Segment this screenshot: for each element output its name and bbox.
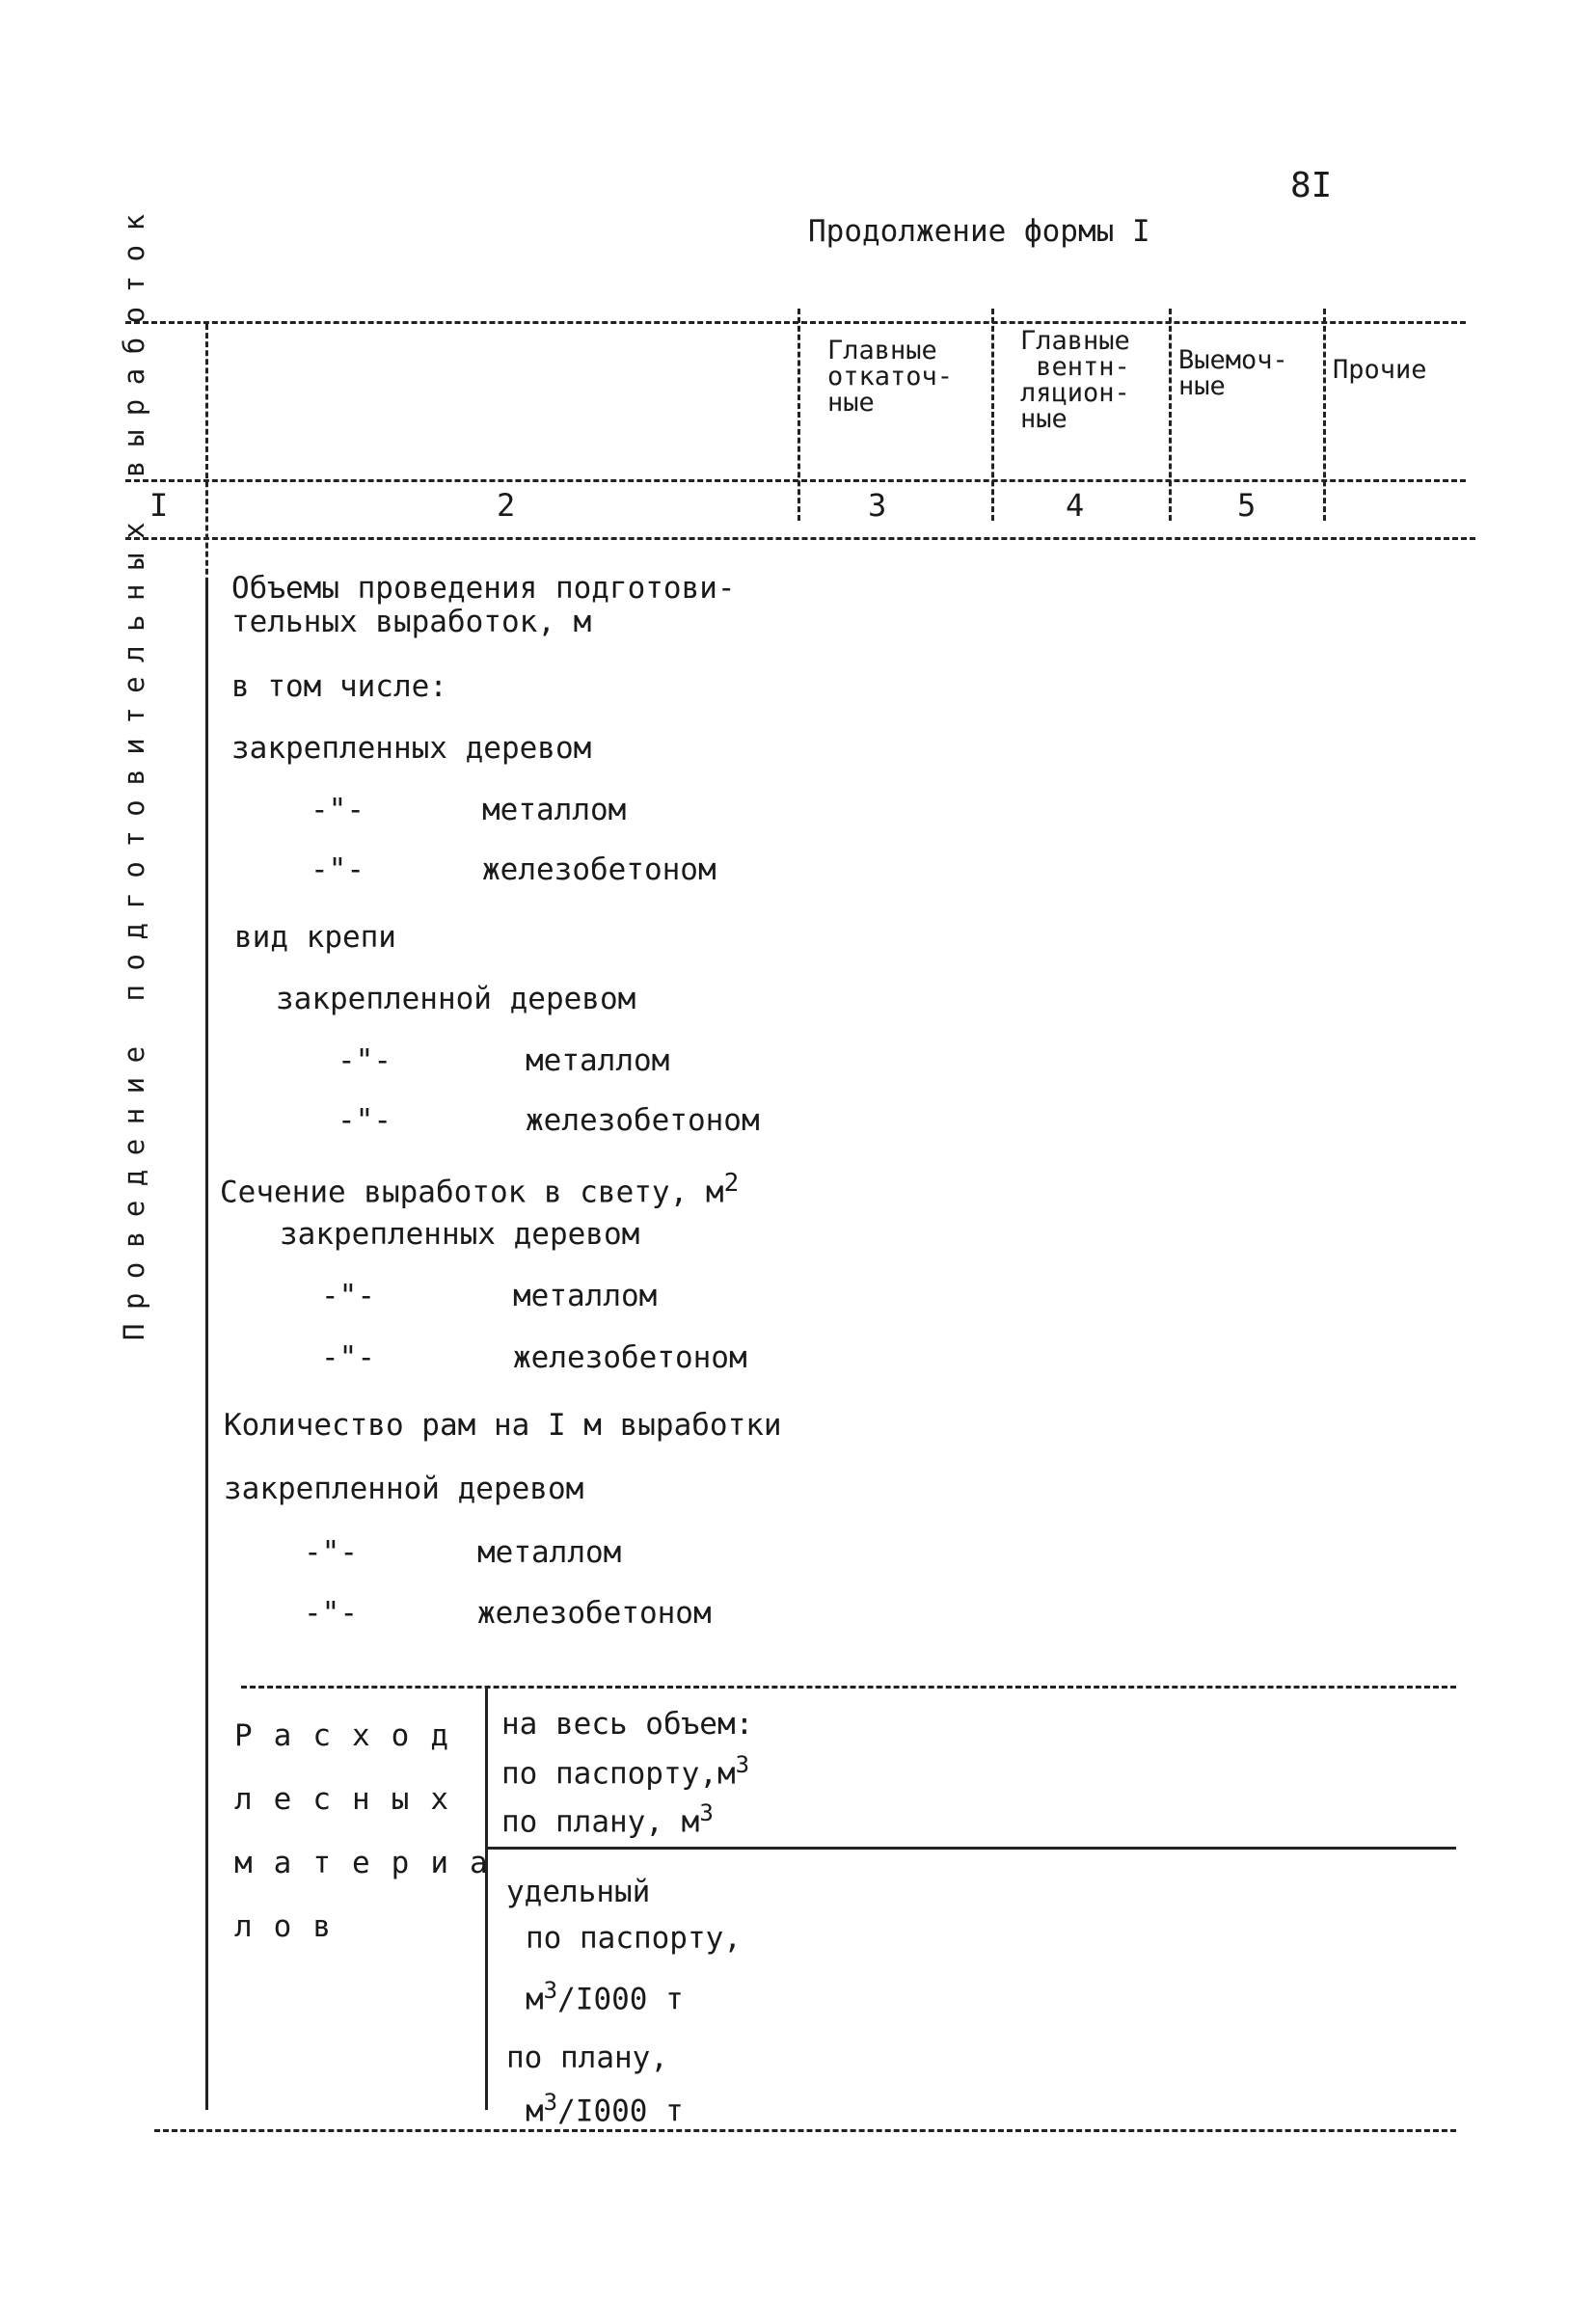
superscript: 3 bbox=[543, 1977, 558, 2004]
row-passport-total bbox=[501, 1751, 749, 1791]
row-plan-specific: по плану, bbox=[506, 2040, 668, 2075]
col-number-2: 2 bbox=[497, 487, 516, 524]
ditto-mark: -"- bbox=[311, 852, 365, 887]
row-metal-support: металлом bbox=[482, 793, 627, 827]
consumption-divider bbox=[485, 1688, 488, 2110]
col-number-3: 3 bbox=[868, 487, 887, 524]
row-total-volume: на весь объем: bbox=[501, 1707, 754, 1742]
col-number-1: I bbox=[149, 487, 169, 524]
row-frames-wood: закрепленной деревом bbox=[224, 1472, 584, 1506]
header-main-ventilation: Главные вентн- ляцион- ные bbox=[1020, 326, 1130, 434]
row-passport-unit bbox=[526, 1977, 684, 2016]
header-extraction: Выемоч- ные bbox=[1178, 345, 1288, 401]
row-section-concrete: железобетоном bbox=[513, 1340, 747, 1375]
ditto-mark: -"- bbox=[321, 1340, 375, 1375]
row-volume-line2: тельных выработок, м bbox=[231, 605, 592, 639]
ditto-mark: -"- bbox=[311, 793, 365, 827]
row-volume-line1: Объемы проведения подготови- bbox=[231, 571, 736, 606]
row-frames-count: Количество рам на I м выработки bbox=[224, 1408, 782, 1443]
row-frames-concrete: железобетоном bbox=[477, 1596, 712, 1631]
consumption-mid-rule bbox=[487, 1847, 1456, 1850]
row-cross-section bbox=[220, 1169, 739, 1209]
body-left-border bbox=[205, 579, 208, 2110]
col3-left-border bbox=[798, 309, 800, 521]
superscript: 3 bbox=[735, 1751, 750, 1778]
row-specific: удельный bbox=[506, 1875, 651, 1909]
row-wood-support: закрепленных деревом bbox=[231, 731, 592, 766]
row-section-wood: закрепленных деревом bbox=[280, 1217, 640, 1252]
row-plan-total-text: по плану, м bbox=[501, 1804, 700, 1840]
row-plan-unit bbox=[526, 2089, 684, 2128]
ditto-mark: -"- bbox=[338, 1043, 392, 1078]
superscript: 2 bbox=[723, 1169, 740, 1198]
row-plan-total bbox=[501, 1799, 714, 1839]
row-concrete-support: железобетоном bbox=[482, 852, 716, 887]
row-passport-specific: по паспорту, bbox=[526, 1921, 742, 1956]
row-frames-metal: металлом bbox=[477, 1535, 622, 1570]
col6-left-border bbox=[1323, 309, 1326, 521]
unit-m: м bbox=[526, 2094, 544, 2129]
col4-left-border bbox=[991, 309, 994, 521]
header-bottom-rule bbox=[125, 537, 1475, 540]
ditto-mark: -"- bbox=[321, 1279, 375, 1313]
header-main-haulage: Главные откаточ- ные bbox=[827, 336, 954, 418]
consumption-label-1: Расход bbox=[234, 1718, 470, 1753]
consumption-label-3: материа bbox=[234, 1846, 509, 1880]
col2-left-border bbox=[205, 324, 208, 609]
col-number-4: 4 bbox=[1066, 487, 1085, 524]
row-concrete-support-type: железобетоном bbox=[526, 1103, 760, 1138]
row-metal-support-type: металлом bbox=[526, 1043, 670, 1078]
row-wood-support-type: закрепленной деревом bbox=[276, 982, 636, 1016]
ditto-mark: -"- bbox=[304, 1596, 358, 1631]
header-other: Прочие bbox=[1333, 355, 1427, 385]
unit-per-1000t: /I000 т bbox=[557, 1982, 684, 2017]
header-mid-rule bbox=[125, 479, 1466, 482]
row-support-type: вид крепи bbox=[234, 920, 396, 955]
table-bottom-rule bbox=[154, 2129, 1456, 2132]
row-passport-total-text: по паспорту,м bbox=[501, 1756, 736, 1792]
superscript: 3 bbox=[543, 2089, 558, 2116]
consumption-label-4: лов bbox=[234, 1909, 352, 1944]
side-label-text: Проведение подготовительных выработок bbox=[118, 200, 150, 1340]
unit-per-1000t: /I000 т bbox=[557, 2094, 684, 2129]
row-section-metal: металлом bbox=[513, 1279, 658, 1313]
consumption-label-2: лесных bbox=[234, 1782, 470, 1817]
col5-left-border bbox=[1169, 309, 1172, 521]
row-cross-section-text: Сечение выработок в свету, м bbox=[220, 1175, 724, 1210]
continuation-title: Продолжение формы I bbox=[808, 214, 1150, 249]
superscript: 3 bbox=[699, 1799, 714, 1826]
ditto-mark: -"- bbox=[304, 1535, 358, 1570]
page-number: 8I bbox=[1290, 166, 1333, 205]
ditto-mark: -"- bbox=[338, 1103, 392, 1138]
col-number-5: 5 bbox=[1237, 487, 1257, 524]
row-including: в том числе: bbox=[231, 669, 447, 704]
consumption-top-rule bbox=[241, 1686, 1456, 1689]
unit-m: м bbox=[526, 1982, 544, 2017]
header-top-rule bbox=[125, 321, 1466, 324]
